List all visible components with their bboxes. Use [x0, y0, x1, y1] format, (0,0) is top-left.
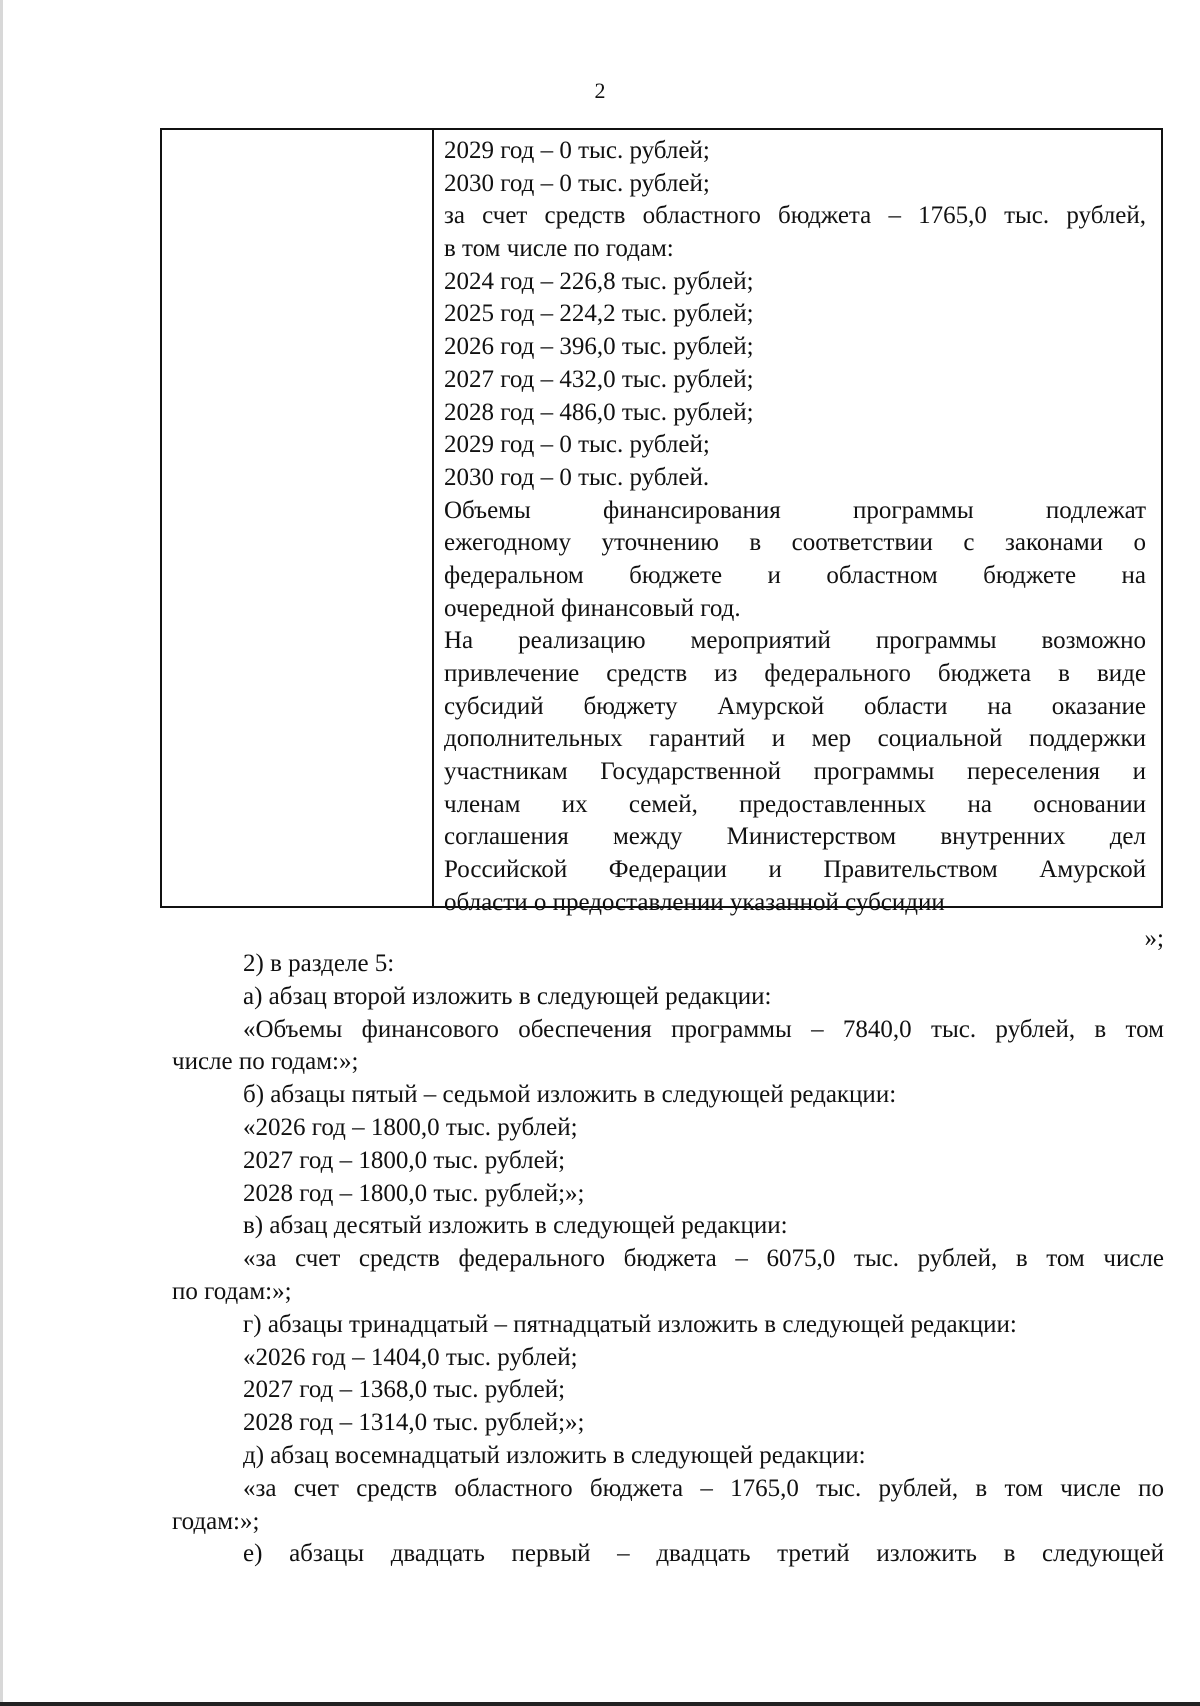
- closing-quote: »;: [1144, 925, 1164, 952]
- paragraph-line: «за счет средств областного бюджета – 1765,0 тыс. рублей, в том числе по: [243, 1474, 1164, 1502]
- table-cell-line: 2024 год – 226,8 тыс. рублей;: [444, 267, 754, 295]
- page-number: 2: [594, 78, 606, 103]
- scan-bottom-edge: [0, 1702, 1200, 1706]
- table-cell-line: соглашения между Министерством внутренних дел: [444, 823, 1146, 851]
- paragraph-line: «2026 год – 1404,0 тыс. рублей;: [243, 1343, 578, 1371]
- paragraph-line: в) абзац десятый изложить в следующей редакции:: [243, 1212, 788, 1240]
- table-cell-line: членам их семей, предоставленных на основании: [444, 790, 1146, 818]
- table-cell-line: за счет средств областного бюджета – 1765,0 тыс. рублей,: [444, 202, 1146, 230]
- table-cell-line: участникам Государственной программы переселения и: [444, 758, 1146, 786]
- table-cell-line: 2030 год – 0 тыс. рублей.: [444, 463, 710, 491]
- table-cell-line: Объемы финансирования программы подлежат: [444, 496, 1146, 524]
- table-cell-line: На реализацию мероприятий программы возможно: [444, 627, 1146, 655]
- paragraph-line: 2027 год – 1800,0 тыс. рублей;: [243, 1146, 566, 1174]
- paragraph-line: по годам:»;: [172, 1277, 292, 1305]
- table-cell-line: 2028 год – 486,0 тыс. рублей;: [444, 398, 754, 426]
- table-cell-line: дополнительных гарантий и мер социальной поддержки: [444, 725, 1146, 753]
- paragraph-line: е) абзацы двадцать первый – двадцать третий изложить в следующей: [243, 1540, 1164, 1568]
- table-cell-line: Российской Федерации и Правительством Амурской: [444, 856, 1146, 884]
- paragraph-line: г) абзацы тринадцатый – пятнадцатый изложить в следующей редакции:: [243, 1310, 1017, 1338]
- paragraph-line: 2027 год – 1368,0 тыс. рублей;: [243, 1376, 566, 1404]
- table-cell-line: 2027 год – 432,0 тыс. рублей;: [444, 365, 754, 393]
- paragraph-line: 2028 год – 1800,0 тыс. рублей;»;: [243, 1179, 585, 1207]
- table-cell-line: федеральном бюджете и областном бюджете на: [444, 561, 1146, 589]
- table-cell-line: в том числе по годам:: [444, 235, 674, 263]
- scan-left-edge: [0, 0, 3, 1706]
- table-right-cell: [444, 135, 1146, 920]
- table-cell-line: субсидий бюджету Амурской области на оказание: [444, 692, 1146, 720]
- paragraph-line: числе по годам:»;: [172, 1048, 359, 1076]
- table-cell-line: области о предоставлении указанной субсидии: [444, 888, 945, 916]
- paragraph-line: «2026 год – 1800,0 тыс. рублей;: [243, 1113, 578, 1141]
- table-cell-line: ежегодному уточнению в соответствии с законами о: [444, 529, 1146, 557]
- table-cell-line: 2025 год – 224,2 тыс. рублей;: [444, 300, 754, 328]
- paragraph-line: годам:»;: [172, 1507, 260, 1535]
- paragraph-line: «за счет средств федерального бюджета – 6075,0 тыс. рублей, в том числе: [243, 1245, 1164, 1273]
- amendment-text: [172, 948, 1164, 1571]
- table-cell-line: 2029 год – 0 тыс. рублей;: [444, 431, 710, 459]
- paragraph-line: а) абзац второй изложить в следующей редакции:: [243, 982, 772, 1010]
- table-column-divider: [432, 130, 434, 906]
- paragraph-line: «Объемы финансового обеспечения программы – 7840,0 тыс. рублей, в том: [243, 1015, 1164, 1043]
- paragraph-line: 2028 год – 1314,0 тыс. рублей;»;: [243, 1409, 585, 1437]
- table-cell-line: 2029 год – 0 тыс. рублей;: [444, 137, 710, 164]
- table-cell-line: очередной финансовый год.: [444, 594, 741, 622]
- table-cell-line: привлечение средств из федерального бюджета в виде: [444, 660, 1146, 687]
- paragraph-line: д) абзац восемнадцатый изложить в следующей редакции:: [243, 1441, 866, 1469]
- paragraph-line: б) абзацы пятый – седьмой изложить в следующей редакции:: [243, 1081, 897, 1109]
- table-cell-line: 2030 год – 0 тыс. рублей;: [444, 169, 710, 197]
- table-cell-line: 2026 год – 396,0 тыс. рублей;: [444, 333, 754, 361]
- budget-table: [160, 128, 1163, 916]
- paragraph-line: 2) в разделе 5:: [243, 950, 395, 977]
